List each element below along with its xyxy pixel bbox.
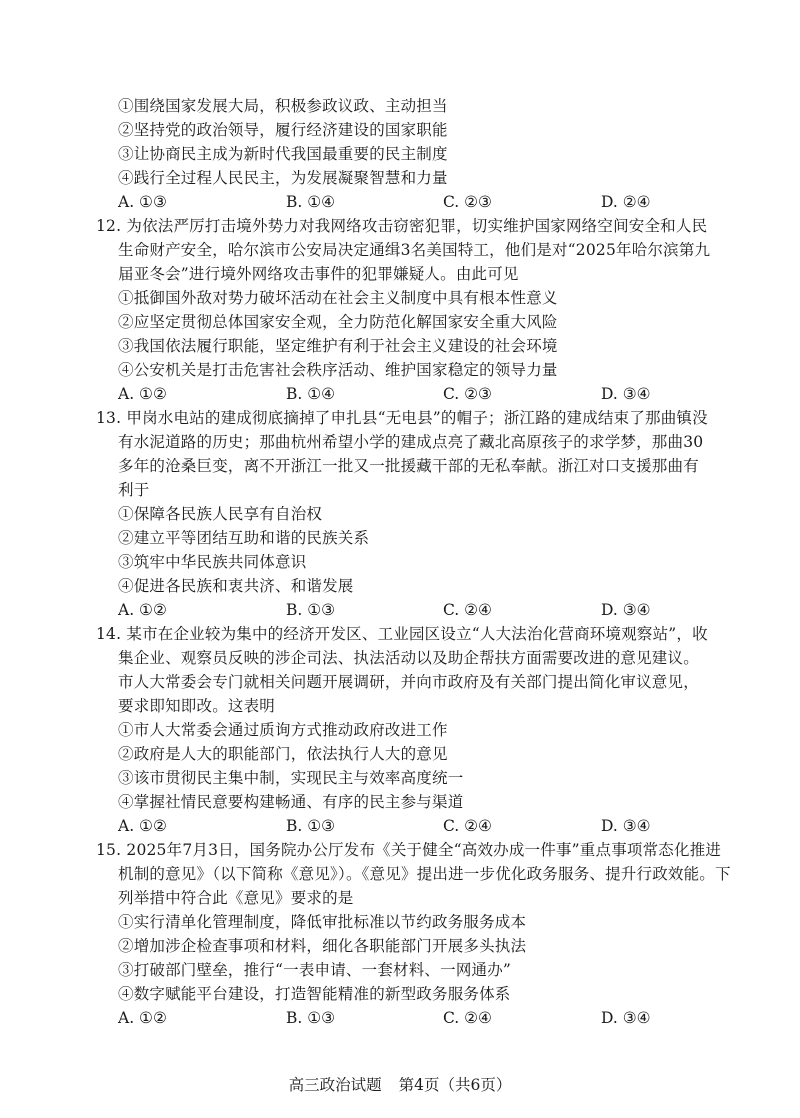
option-a: A. ①③: [118, 193, 167, 211]
question-stem: 利于: [118, 481, 150, 499]
choice-item: ①保障各民族人民享有自治权: [118, 505, 323, 523]
option-a: A. ①②: [118, 817, 167, 835]
choice-item: ①抵御国外敌对势力破坏活动在社会主义制度中具有根本性意义: [118, 289, 558, 307]
choice-item: ③该市贯彻民主集中制，实现民主与效率高度统一: [118, 769, 464, 787]
question-stem: 15. 2025年7月3日，国务院办公厅发布《关于健全“高效办成一件事”重点事项常态化推进: [96, 841, 722, 859]
choice-item: ④公安机关是打击危害社会秩序活动、维护国家稳定的领导力量: [118, 361, 558, 379]
option-b: B. ①④: [286, 193, 336, 211]
option-d: D. ③④: [601, 601, 651, 619]
question-stem: 届亚冬会”进行境外网络攻击事件的犯罪嫌疑人。由此可见: [118, 265, 519, 283]
choice-item: ④掌握社情民意要构建畅通、有序的民主参与渠道: [118, 793, 464, 811]
question-stem: 13. 甲岗水电站的建成彻底摘掉了申扎县“无电县”的帽子；浙江路的建成结束了那曲镇没: [96, 409, 708, 427]
option-c: C. ②③: [443, 193, 492, 211]
option-c: C. ②④: [443, 601, 492, 619]
option-c: C. ②④: [443, 817, 492, 835]
choice-item: ④数字赋能平台建设，打造智能精准的新型政务服务体系: [118, 985, 511, 1003]
question-stem: 生命财产安全，哈尔滨市公安局决定通缉3名美国特工，他们是对“2025年哈尔滨第九: [118, 241, 711, 259]
choice-item: ①市人大常委会通过质询方式推动政府改进工作: [118, 721, 448, 739]
choice-item: ②坚持党的政治领导，履行经济建设的国家职能: [118, 121, 448, 139]
choice-item: ③我国依法履行职能，坚定维护有利于社会主义建设的社会环境: [118, 337, 558, 355]
option-b: B. ①③: [286, 817, 336, 835]
option-d: D. ③④: [601, 1009, 651, 1027]
choice-item: ①围绕国家发展大局，积极参政议政、主动担当: [118, 97, 448, 115]
question-stem: 列举措中符合此《意见》要求的是: [118, 889, 354, 907]
footer-page-number: 第4页（共6页）: [398, 1076, 512, 1094]
choice-item: ②增加涉企检查事项和材料，细化各职能部门开展多头执法: [118, 937, 527, 955]
question-stem: 要求即知即改。这表明: [118, 697, 276, 715]
choice-item: ③打破部门壁垒，推行“一表申请、一套材料、一网通办”: [118, 961, 512, 979]
option-b: B. ①④: [286, 385, 336, 403]
option-d: D. ③④: [601, 385, 651, 403]
choice-item: ①实行清单化管理制度，降低审批标准以节约政务服务成本: [118, 913, 527, 931]
question-stem: 市人大常委会专门就相关问题开展调研，并向市政府及有关部门提出简化审议意见，: [118, 673, 699, 691]
footer-subject: 高三政治试题: [288, 1076, 382, 1094]
choice-item: ②政府是人大的职能部门，依法执行人大的意见: [118, 745, 448, 763]
choice-item: ②建立平等团结互助和谐的民族关系: [118, 529, 370, 547]
option-a: A. ①②: [118, 385, 167, 403]
question-stem: 机制的意见》（以下简称《意见》）。《意见》提出进一步优化政务服务、提升行政效能。下: [118, 865, 731, 883]
option-d: D. ③④: [601, 817, 651, 835]
choice-item: ④促进各民族和衷共济、和谐发展: [118, 577, 354, 595]
option-a: A. ①②: [118, 601, 167, 619]
question-stem: 多年的沧桑巨变，离不开浙江一批又一批援藏干部的无私奉献。浙江对口支援那曲有: [118, 457, 699, 475]
option-c: C. ②④: [443, 1009, 492, 1027]
option-a: A. ①②: [118, 1009, 167, 1027]
choice-item: ②应坚定贯彻总体国家安全观，全力防范化解国家安全重大风险: [118, 313, 558, 331]
choice-item: ③让协商民主成为新时代我国最重要的民主制度: [118, 145, 448, 163]
option-b: B. ①③: [286, 1009, 336, 1027]
option-b: B. ①③: [286, 601, 336, 619]
option-d: D. ②④: [601, 193, 651, 211]
question-stem: 14. 某市在企业较为集中的经济开发区、工业园区设立“人大法治化营商环境观察站”，收: [96, 625, 708, 643]
option-c: C. ②③: [443, 385, 492, 403]
choice-item: ④践行全过程人民民主，为发展凝聚智慧和力量: [118, 169, 448, 187]
question-stem: 有水泥道路的历史；那曲杭州希望小学的建成点亮了藏北高原孩子的求学梦，那曲30: [118, 433, 704, 451]
choice-item: ③筑牢中华民族共同体意识: [118, 553, 307, 571]
question-stem: 集企业、观察员反映的涉企司法、执法活动以及助企帮扶方面需要改进的意见建议。: [118, 649, 699, 667]
question-stem: 12. 为依法严厉打击境外势力对我网络攻击窃密犯罪，切实维护国家网络空间安全和人民: [96, 217, 708, 235]
page-footer: [0, 1073, 800, 1097]
